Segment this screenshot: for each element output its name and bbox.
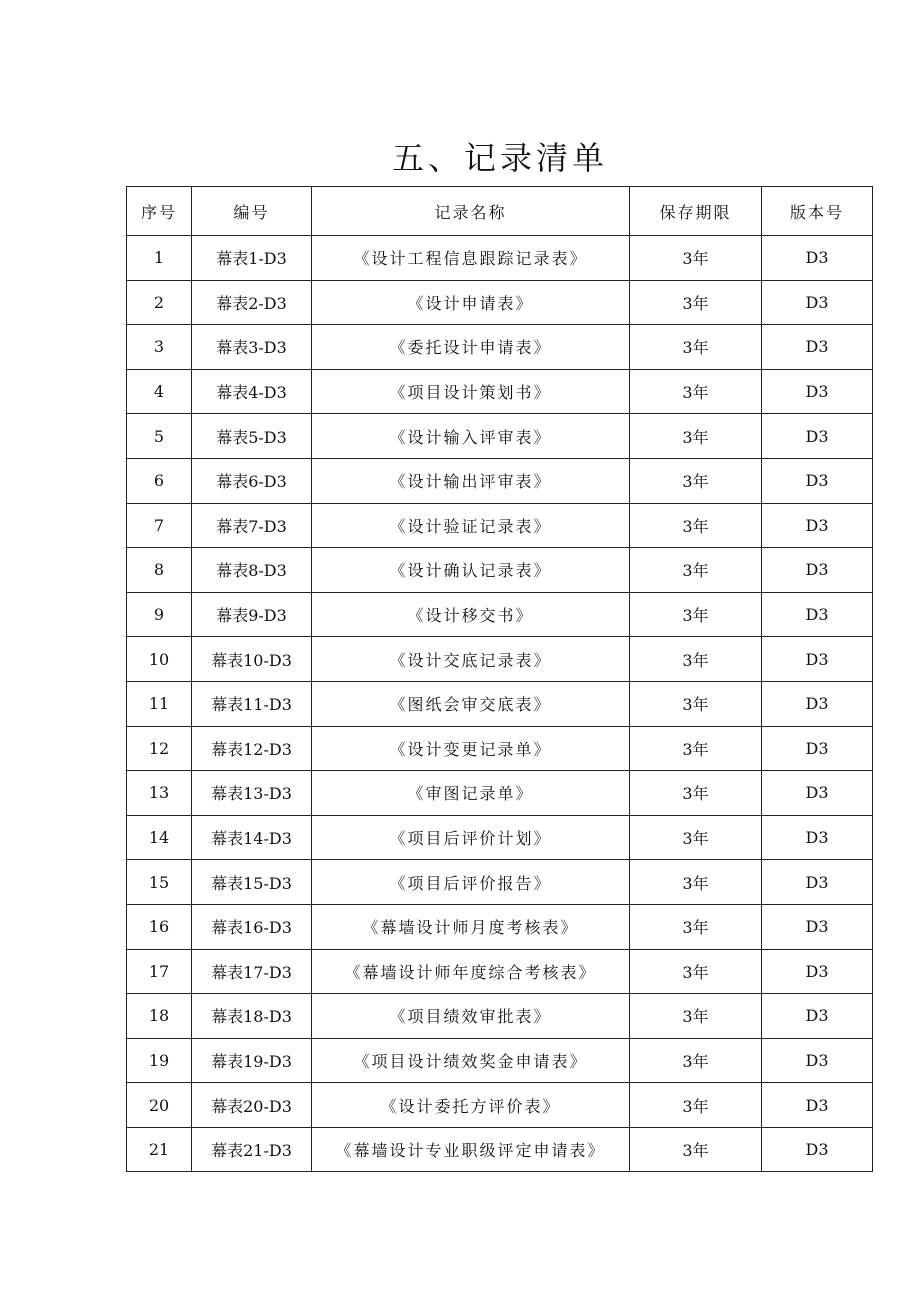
cell-retention: 3年 [630,548,762,593]
table-row [127,280,873,325]
cell-code: 幕表12-D3 [192,726,312,771]
cell-retention: 3年 [630,726,762,771]
cell-code: 幕表21-D3 [192,1127,312,1172]
cell-name: 《幕墙设计专业职级评定申请表》 [312,1127,630,1172]
cell-seq: 18 [127,994,192,1039]
table-row [127,726,873,771]
cell-version: D3 [762,726,873,771]
cell-code: 幕表8-D3 [192,548,312,593]
cell-code: 幕表7-D3 [192,503,312,548]
table-row [127,548,873,593]
cell-name: 《图纸会审交底表》 [312,681,630,726]
cell-name: 《设计交底记录表》 [312,637,630,682]
cell-version: D3 [762,637,873,682]
cell-retention: 3年 [630,503,762,548]
cell-version: D3 [762,681,873,726]
cell-retention: 3年 [630,1038,762,1083]
cell-code: 幕表11-D3 [192,681,312,726]
cell-code: 幕表18-D3 [192,994,312,1039]
cell-code: 幕表4-D3 [192,369,312,414]
cell-name: 《设计确认记录表》 [312,548,630,593]
cell-version: D3 [762,503,873,548]
cell-seq: 6 [127,458,192,503]
cell-version: D3 [762,458,873,503]
cell-name: 《审图记录单》 [312,771,630,816]
cell-version: D3 [762,548,873,593]
cell-retention: 3年 [630,860,762,905]
cell-retention: 3年 [630,458,762,503]
table-row [127,503,873,548]
cell-code: 幕表15-D3 [192,860,312,905]
cell-version: D3 [762,904,873,949]
cell-name: 《项目绩效审批表》 [312,994,630,1039]
cell-retention: 3年 [630,637,762,682]
cell-version: D3 [762,369,873,414]
cell-name: 《项目设计绩效奖金申请表》 [312,1038,630,1083]
table-row [127,458,873,503]
cell-seq: 11 [127,681,192,726]
table-row [127,681,873,726]
cell-version: D3 [762,280,873,325]
cell-retention: 3年 [630,592,762,637]
cell-version: D3 [762,414,873,459]
cell-version: D3 [762,1127,873,1172]
table-header-row [127,187,873,236]
cell-retention: 3年 [630,949,762,994]
cell-seq: 3 [127,325,192,370]
cell-name: 《设计移交书》 [312,592,630,637]
cell-version: D3 [762,1038,873,1083]
table-row [127,637,873,682]
cell-code: 幕表13-D3 [192,771,312,816]
cell-seq: 14 [127,815,192,860]
table-row [127,860,873,905]
cell-version: D3 [762,236,873,281]
header-version: 版本号 [762,187,873,236]
cell-version: D3 [762,815,873,860]
table-body [127,236,873,1172]
cell-seq: 5 [127,414,192,459]
cell-seq: 1 [127,236,192,281]
cell-retention: 3年 [630,369,762,414]
cell-name: 《设计工程信息跟踪记录表》 [312,236,630,281]
cell-version: D3 [762,771,873,816]
cell-retention: 3年 [630,325,762,370]
cell-name: 《幕墙设计师月度考核表》 [312,904,630,949]
cell-seq: 15 [127,860,192,905]
cell-code: 幕表19-D3 [192,1038,312,1083]
cell-name: 《设计申请表》 [312,280,630,325]
cell-code: 幕表14-D3 [192,815,312,860]
cell-seq: 2 [127,280,192,325]
cell-name: 《设计验证记录表》 [312,503,630,548]
cell-retention: 3年 [630,771,762,816]
cell-name: 《幕墙设计师年度综合考核表》 [312,949,630,994]
cell-version: D3 [762,949,873,994]
cell-code: 幕表1-D3 [192,236,312,281]
cell-retention: 3年 [630,994,762,1039]
cell-version: D3 [762,325,873,370]
table-row [127,1038,873,1083]
cell-code: 幕表17-D3 [192,949,312,994]
cell-retention: 3年 [630,904,762,949]
table-row [127,771,873,816]
page-title: 五、记录清单 [391,139,608,178]
cell-code: 幕表2-D3 [192,280,312,325]
cell-retention: 3年 [630,815,762,860]
records-table [126,186,873,1172]
cell-code: 幕表5-D3 [192,414,312,459]
cell-version: D3 [762,994,873,1039]
cell-seq: 7 [127,503,192,548]
cell-version: D3 [762,592,873,637]
cell-seq: 20 [127,1083,192,1128]
cell-name: 《项目后评价计划》 [312,815,630,860]
cell-seq: 9 [127,592,192,637]
cell-code: 幕表6-D3 [192,458,312,503]
cell-seq: 10 [127,637,192,682]
header-code: 编号 [192,187,312,236]
cell-name: 《设计委托方评价表》 [312,1083,630,1128]
table-row [127,994,873,1039]
table-row [127,1127,873,1172]
cell-code: 幕表16-D3 [192,904,312,949]
table-row [127,414,873,459]
cell-seq: 4 [127,369,192,414]
cell-seq: 21 [127,1127,192,1172]
cell-seq: 17 [127,949,192,994]
cell-seq: 19 [127,1038,192,1083]
cell-retention: 3年 [630,681,762,726]
table-row [127,592,873,637]
cell-code: 幕表3-D3 [192,325,312,370]
cell-name: 《设计输入评审表》 [312,414,630,459]
table-row [127,1083,873,1128]
cell-code: 幕表9-D3 [192,592,312,637]
table-row [127,815,873,860]
cell-name: 《设计变更记录单》 [312,726,630,771]
table-row [127,904,873,949]
cell-seq: 12 [127,726,192,771]
cell-name: 《委托设计申请表》 [312,325,630,370]
cell-name: 《项目设计策划书》 [312,369,630,414]
cell-name: 《项目后评价报告》 [312,860,630,905]
table-row [127,236,873,281]
cell-seq: 13 [127,771,192,816]
cell-seq: 16 [127,904,192,949]
header-seq: 序号 [127,187,192,236]
table-row [127,949,873,994]
cell-retention: 3年 [630,414,762,459]
cell-retention: 3年 [630,1083,762,1128]
cell-retention: 3年 [630,1127,762,1172]
cell-name: 《设计输出评审表》 [312,458,630,503]
cell-code: 幕表10-D3 [192,637,312,682]
header-name: 记录名称 [312,187,630,236]
cell-version: D3 [762,860,873,905]
table-row [127,325,873,370]
cell-version: D3 [762,1083,873,1128]
cell-retention: 3年 [630,236,762,281]
cell-seq: 8 [127,548,192,593]
header-retention: 保存期限 [630,187,762,236]
table-row [127,369,873,414]
cell-retention: 3年 [630,280,762,325]
cell-code: 幕表20-D3 [192,1083,312,1128]
